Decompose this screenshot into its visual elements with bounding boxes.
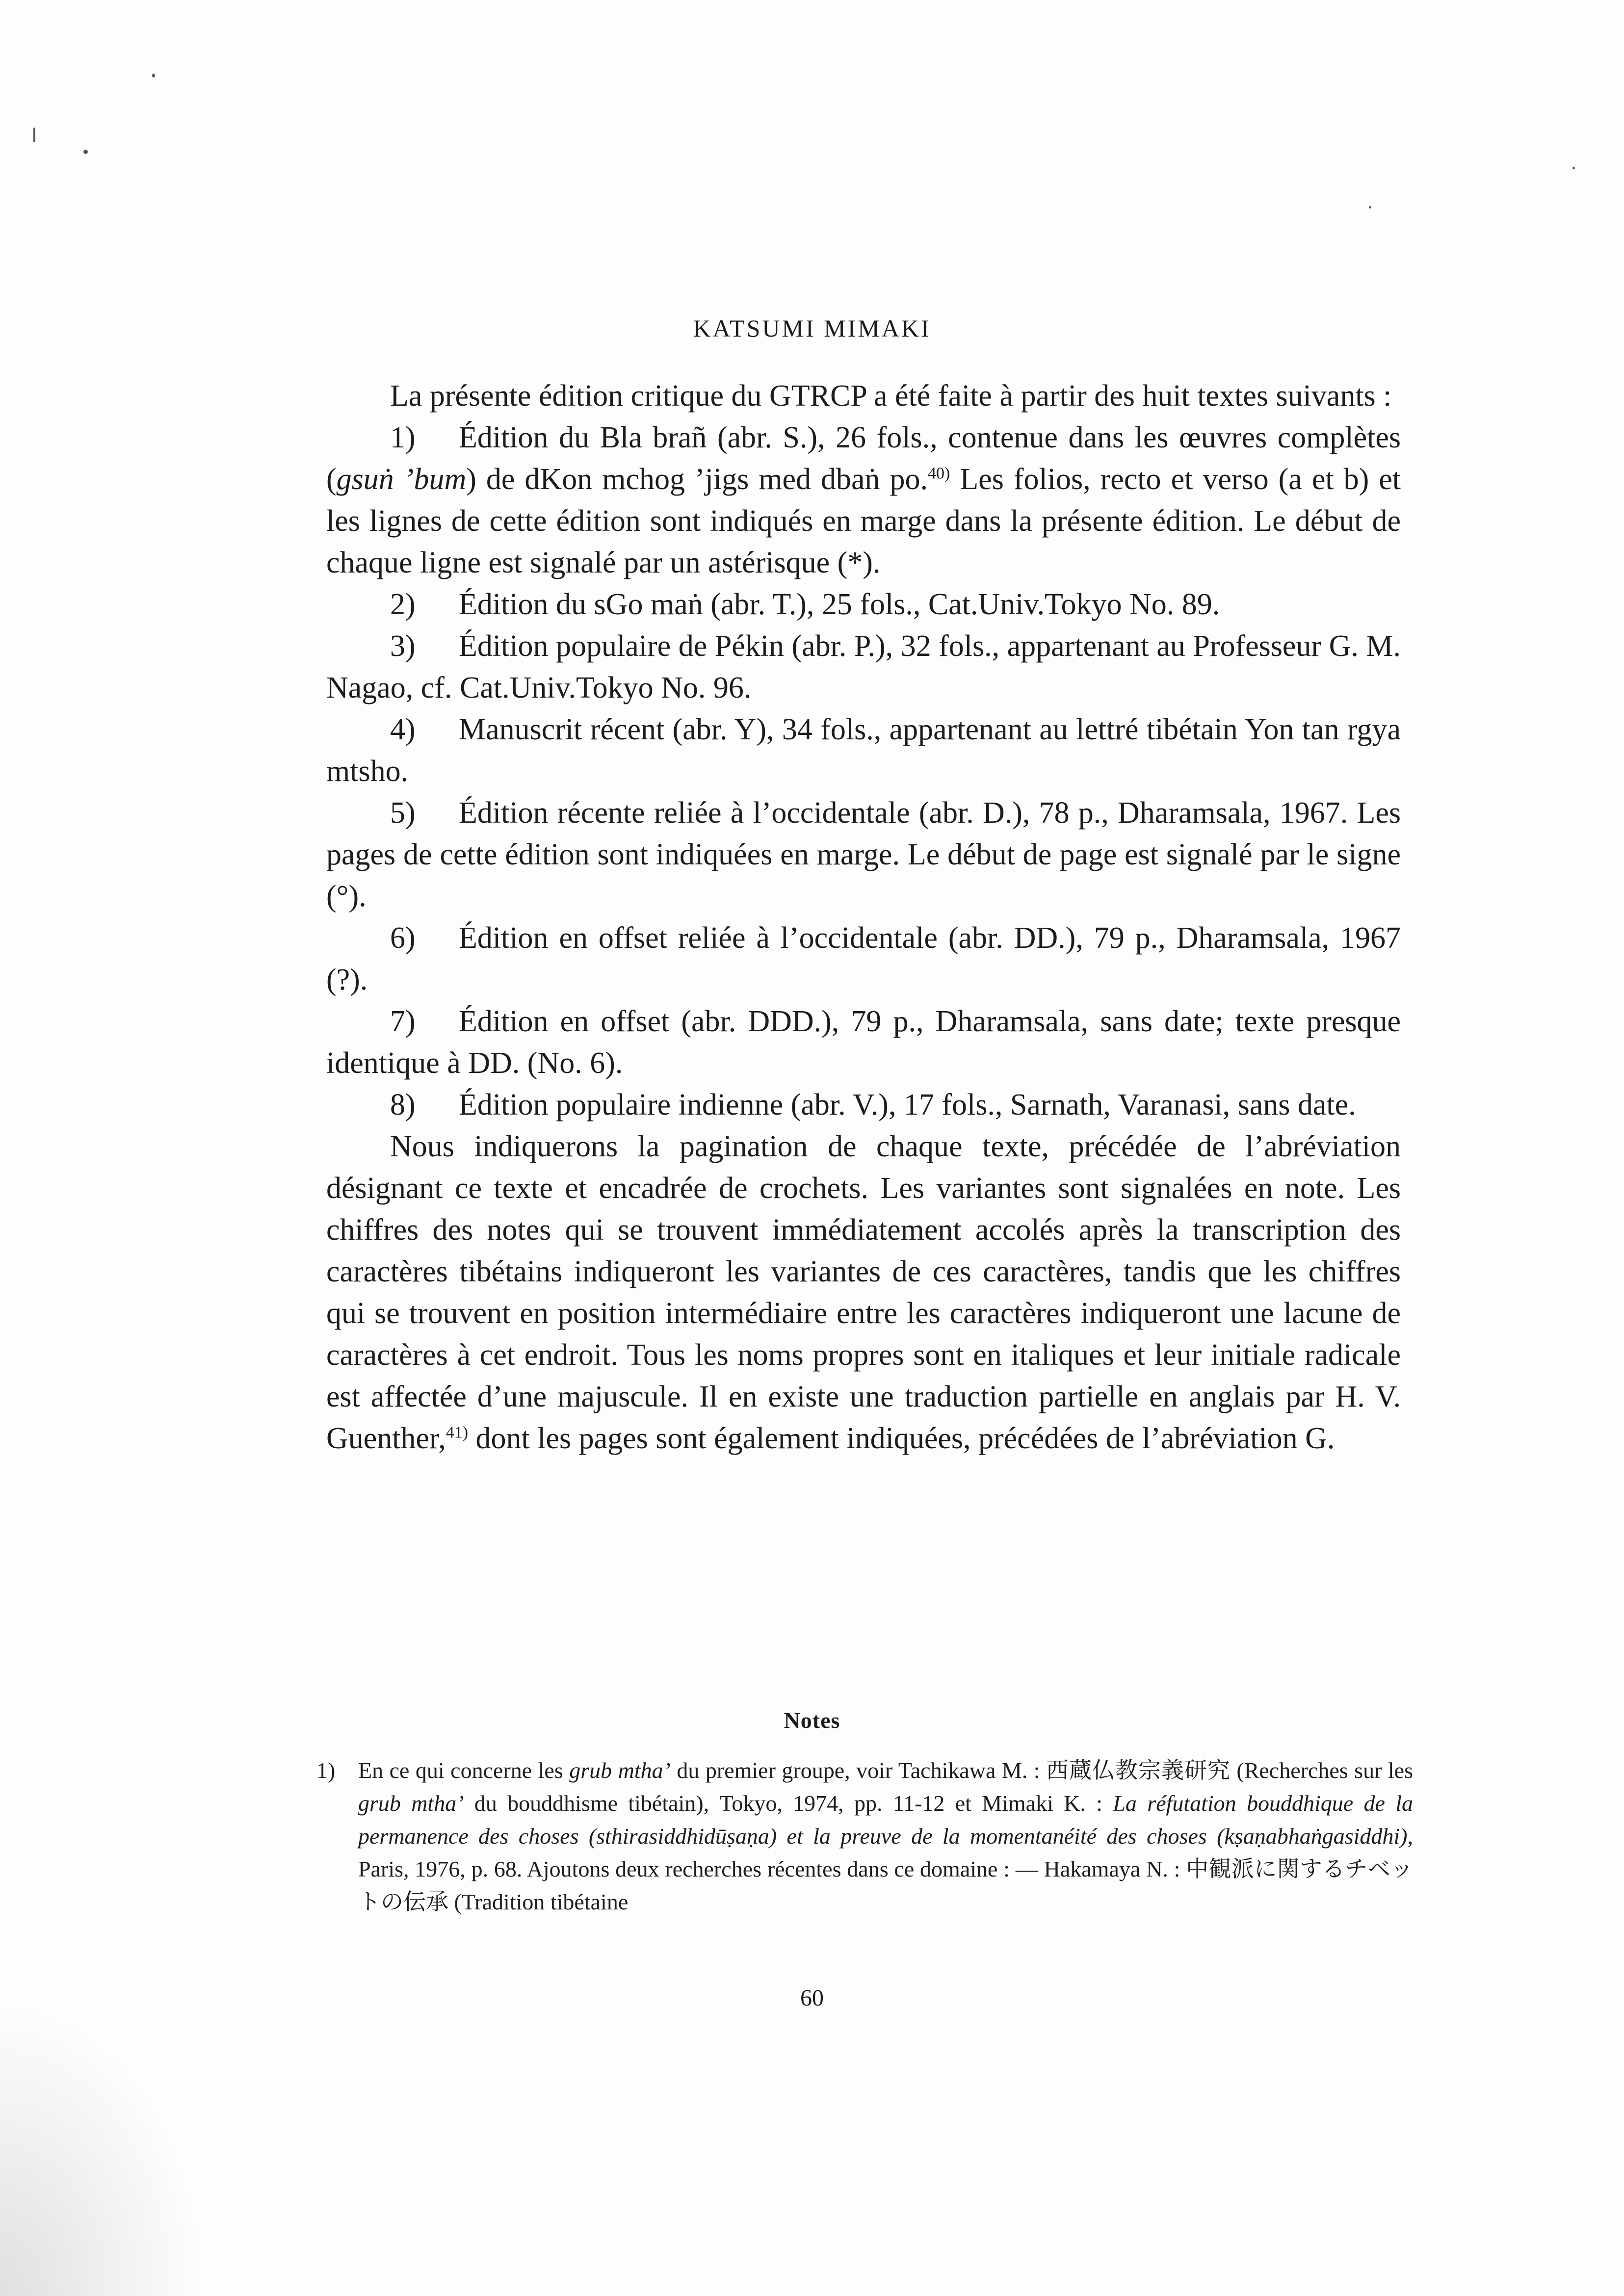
scan-speck	[1572, 167, 1575, 169]
edition-item	[326, 792, 1401, 917]
edition-number: 6)	[390, 921, 416, 955]
text-run: Édition récente reliée à l’occidentale (abr. D.), 78 p., Dharamsala, 1967. Les pages de cette édition sont indiquées en marge. Le début de page est signalé par le signe (°).	[326, 796, 1401, 913]
text-run: dont les pages sont également indiquées, précédées de l’abréviation G.	[468, 1422, 1335, 1455]
page-number: 60	[800, 1985, 824, 2011]
edition-item	[326, 626, 1401, 709]
edition-number: 2)	[390, 588, 416, 621]
closing-paragraph	[326, 1126, 1401, 1460]
italic-text: La réfutation bouddhique de la permanence des choses (sthirasiddhidūṣaṇa) et la preuve de la momentanéité des choses (kṣaṇabhaṅgasiddhi)	[358, 1791, 1413, 1849]
text-run: Manuscrit récent (abr. Y), 34 fols., appartenant au lettré tibétain Yon tan rgya mtsho.	[326, 713, 1401, 788]
note-reference: 41)	[445, 1423, 469, 1442]
scan-smudge	[0, 2002, 206, 2296]
scan-speck	[33, 128, 35, 142]
note-reference: 40)	[928, 464, 950, 483]
italic-text: gsuṅ ’bum	[336, 463, 467, 496]
footnote-number: 1)	[316, 1758, 336, 1783]
edition-number: 4)	[390, 713, 416, 746]
text-run: Édition en offset (abr. DDD.), 79 p., Dharamsala, sans date; texte presque identique à DD. (No. 6).	[326, 1005, 1401, 1080]
text-run: Les folios, recto et verso (a et b) et les lignes de cette édition sont indiqués en marge dans la présente édition. Le début de chaque ligne est signalé par un astérisque (*).	[326, 463, 1401, 579]
edition-item	[326, 709, 1401, 792]
text-run: Édition du sGo maṅ (abr. T.), 25 fols., Cat.Univ.Tokyo No. 89.	[459, 588, 1220, 621]
text-run: En ce qui concerne les	[358, 1758, 570, 1783]
scan-speck	[152, 74, 155, 78]
text-run: Nous indiquerons la pagination de chaque texte, précédée de l’abréviation désignant ce texte et encadrée de crochets. Les variantes sont signalées en note. Les chiffres des notes qui se trouvent immédiatement accolés après la transcription des caractères tibétains indiqueront les variantes de ces caractères, tandis que les chiffres qui se trouvent en position intermédiaire entre les caractères indiqueront une lacune de caractères à cet endroit. Tous les noms propres sont en italiques et leur initiale radicale est affectée d’une majuscule. Il en existe une traduction partielle en anglais par H. V. Guenther,	[326, 1130, 1401, 1455]
edition-number: 8)	[390, 1088, 416, 1122]
text-run: du bouddhisme tibétain), Tokyo, 1974, pp. 11-12 et Mimaki K. :	[464, 1791, 1113, 1816]
text-run: du premier groupe, voir Tachikawa M. : 西蔵仏教宗義研究 (Recherches sur les	[670, 1758, 1413, 1783]
edition-item	[326, 1084, 1401, 1126]
italic-text: grub mtha’	[358, 1791, 464, 1816]
edition-number: 3)	[390, 629, 416, 663]
edition-number: 1)	[390, 421, 416, 454]
italic-text: grub mtha’	[569, 1758, 671, 1783]
main-text	[326, 375, 1401, 1460]
text-run: ) de dKon mchog ’jigs med dbaṅ po.	[466, 463, 928, 496]
footnote-text	[358, 1758, 1413, 1914]
edition-list	[326, 417, 1401, 1126]
edition-item	[326, 1001, 1401, 1084]
text-run: , Paris, 1976, p. 68. Ajoutons deux recherches récentes dans ce domaine : — Hakamaya N. : 中観派に関するチベットの伝承 (Tradition tibétaine	[358, 1824, 1413, 1914]
footnote	[316, 1754, 1413, 1918]
running-header: KATSUMI MIMAKI	[693, 314, 931, 342]
notes-heading: Notes	[784, 1708, 840, 1733]
edition-item	[326, 584, 1401, 626]
intro-paragraph: La présente édition critique du GTRCP a été faite à partir des huit textes suivants :	[390, 379, 1392, 413]
edition-number: 5)	[390, 796, 416, 830]
edition-item	[326, 917, 1401, 1001]
edition-number: 7)	[390, 1005, 416, 1038]
text-run: Édition populaire indienne (abr. V.), 17 fols., Sarnath, Varanasi, sans date.	[459, 1088, 1356, 1122]
text-run: Édition populaire de Pékin (abr. P.), 32 fols., appartenant au Professeur G. M. Nagao, cf. Cat.Univ.Tokyo No. 96.	[326, 629, 1401, 704]
text-run: Édition du Bla brañ (abr. S.), 26 fols., contenue dans les œuvres complètes (	[326, 421, 1401, 496]
scan-speck	[83, 150, 88, 154]
scan-speck	[1369, 206, 1371, 209]
edition-item	[326, 417, 1401, 584]
text-run: Édition en offset reliée à l’occidentale (abr. DD.), 79 p., Dharamsala, 1967 (?).	[326, 921, 1401, 996]
